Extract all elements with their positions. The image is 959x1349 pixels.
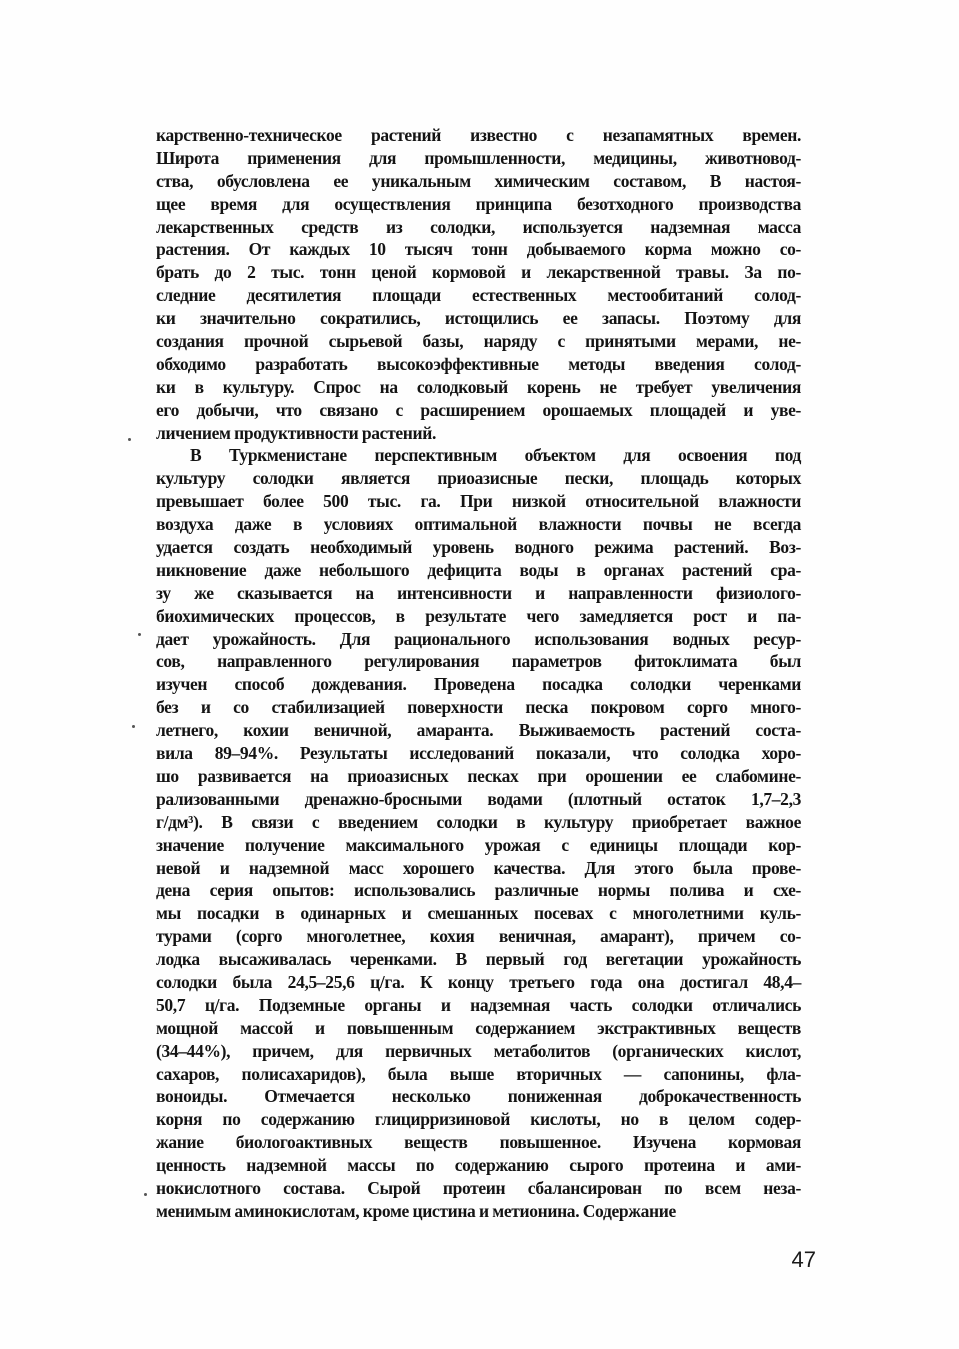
text-line: дена серия опытов: использовались различные нормы полива и схе- — [156, 880, 801, 901]
text-line: невой и надземной масс хорошего качества. Для этого была прове- — [156, 857, 801, 878]
scan-speck — [128, 438, 131, 441]
text-line: корня по содержанию глицирризиновой кислоты, но в целом содер- — [156, 1109, 801, 1130]
text-line: нокислотного состава. Сырой протеин сбалансирован по всем неза- — [156, 1177, 801, 1198]
text-line: ки в культуру. Спрос на солодковый корень не требует увеличения — [156, 376, 801, 397]
text-line: культуру солодки является приоазисные пески, площадь которых — [156, 468, 801, 489]
text-line: воноиды. Отмечается несколько пониженная доброкачественность — [156, 1086, 801, 1107]
text-line: растения. От каждых 10 тысяч тонн добываемого корма можно со- — [156, 239, 801, 260]
text-line: Широта применения для промышленности, медицины, животновод- — [156, 147, 801, 168]
text-line: значение получение максимального урожая с единицы площади кор- — [156, 834, 801, 855]
text-line: воздуха даже в условиях оптимальной влажности почвы не всегда — [156, 514, 801, 535]
text-line: обходимо разработать высокоэффективные методы введения солод- — [156, 353, 801, 374]
text-line: г/дм³). В связи с введением солодки в культуру приобретает важное — [156, 811, 801, 832]
text-line: брать до 2 тыс. тонн ценой кормовой и лекарственной травы. За по- — [156, 262, 801, 283]
text-line: сахаров, полисахаридов), была выше вторичных — сапонины, фла- — [156, 1063, 801, 1084]
text-line: шо развивается на приоазисных песках при орошении ее слабомине- — [156, 765, 801, 786]
text-line: следние десятилетия площади естественных местообитаний солод- — [156, 285, 801, 306]
text-line: летнего, кохии веничной, амаранта. Выживаемость растений соста- — [156, 720, 801, 741]
text-line: ценность надземной массы по содержанию сырого протеина и ами- — [156, 1155, 801, 1176]
text-line: биохимических процессов, в результате чего замедляется рост и па- — [156, 605, 801, 626]
text-line: лекарственных средств из солодки, используется надземная масса — [156, 216, 801, 237]
text-line: вила 89–94%. Результаты исследований показали, что солодка хоро- — [156, 743, 801, 764]
text-line: личением продуктивности растений. — [156, 422, 436, 443]
body-text — [156, 124, 801, 1223]
text-line: создания прочной сырьевой базы, наряду с принятыми мерами, не- — [156, 331, 801, 352]
text-line: ки значительно сократились, истощились ее запасы. Поэтому для — [156, 308, 801, 329]
text-line: щее время для осуществления принципа безотходного производства — [156, 193, 801, 214]
text-line: 50,7 ц/га. Подземные органы и надземная часть солодки отличались — [156, 994, 801, 1015]
text-line: изучен способ дождевания. Проведена посадка солодки черенками — [156, 674, 801, 695]
text-line: сов, направленного регулирования параметров фитоклимата был — [156, 651, 801, 672]
text-line: никновение даже небольшого дефицита воды в органах растений сра- — [156, 559, 801, 580]
page-number: 47 — [791, 1247, 816, 1272]
text-line: карственно-техническое растений известно с незапамятных времен. — [156, 125, 801, 145]
scan-speck — [138, 633, 141, 636]
text-line: удается создать необходимый уровень водного режима растений. Воз- — [156, 537, 801, 558]
text-line: мощной массой и повышенным содержанием экстрактивных веществ — [156, 1017, 801, 1038]
text-line: мы посадки в одинарных и смешанных посевах с многолетними куль- — [156, 903, 801, 924]
scan-speck — [144, 1193, 147, 1196]
text-line: превышает более 500 тыс. га. При низкой относительной влажности — [156, 491, 801, 512]
text-line: солодки была 24,5–25,6 ц/га. К концу третьего года она достигал 48,4– — [156, 971, 801, 992]
text-line: (34–44%), причем, для первичных метаболитов (органических кислот, — [156, 1040, 801, 1061]
scan-speck — [132, 725, 135, 728]
text-line: зу же сказывается на интенсивности и направленности физиолого- — [156, 582, 801, 603]
text-line: дает урожайность. Для рационального использования водных ресур- — [156, 628, 801, 649]
text-line: менимым аминокислотам, кроме цистина и метионина. Содержание — [156, 1200, 676, 1221]
text-line: без и со стабилизацией поверхности песка покровом сорго много- — [156, 697, 801, 718]
text-line: турами (сорго многолетнее, кохия веничная, амарант), причем со- — [156, 926, 801, 947]
text-line: В Туркменистане перспективным объектом для освоения под — [190, 445, 801, 466]
text-line: рализованными дренажно-бросными водами (плотный остаток 1,7–2,3 — [156, 788, 801, 809]
text-line: жание биологоактивных веществ повышенное. Изучена кормовая — [156, 1132, 801, 1153]
text-line: ства, обусловлена ее уникальным химическим составом, В настоя- — [156, 170, 801, 191]
text-line: его добычи, что связано с расширением орошаемых площадей и уве- — [156, 399, 801, 420]
text-line: лодка высаживалась черенками. В первый год вегетации урожайность — [156, 949, 801, 970]
